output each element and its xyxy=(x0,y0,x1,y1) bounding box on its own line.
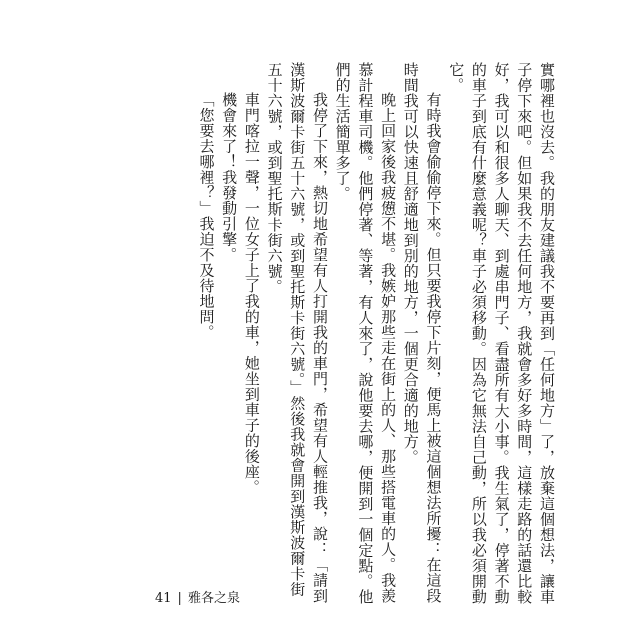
paragraph: 車門喀拉一聲，一位女子上了我的車，她坐到車子的後座。 xyxy=(242,92,261,495)
paragraph: 晚上回家後我疲憊不堪。我嫉妒那些走在街上的人、那些搭電車的人。我羨慕計程車司機。他們停著、等著，有人來了，說他要去哪，便開到一個定點。他們的生活簡單多了。 xyxy=(333,62,398,605)
paragraph: 機會來了！我發動引擎。 xyxy=(220,92,239,263)
paragraph: 我停了下來，熱切地希望有人打開我的車門，希望有人輕推我，說：「請到漢斯波爾卡街五十六號，或到聖托斯卡街六號。」然後我就會開到漢斯波爾卡街五十六號，或到聖托斯卡街六號。 xyxy=(265,62,329,604)
page-number: 41 xyxy=(155,591,172,606)
paragraph: 實哪裡也沒去。我的朋友建議我不要再到「任何地方」了，放棄這個想法，讓車子停下來吧。但如果我不去任何地方，我就會多好多時間，這樣走路的話還比較好，我可以和很多人聊天、到處串門子、看盡所有大小事。我生氣了，停著不動的車子到底有什麼意義呢？車子必須移動。因為它無法自己動，所以我必須開動它。 xyxy=(447,62,556,605)
page-footer xyxy=(155,587,240,606)
paragraph: 「您要去哪裡？」我迫不及待地問。 xyxy=(197,92,216,340)
body-text xyxy=(195,62,558,607)
footer-separator: | xyxy=(177,591,182,606)
paragraph: 有時我會偷偷停下來。但只要我停下片刻，便馬上被這個想法所擾：在這段時間我可以快速且舒適地到別的地方，一個更合適的地方。 xyxy=(401,62,443,604)
book-title: 雅各之泉 xyxy=(187,591,240,606)
